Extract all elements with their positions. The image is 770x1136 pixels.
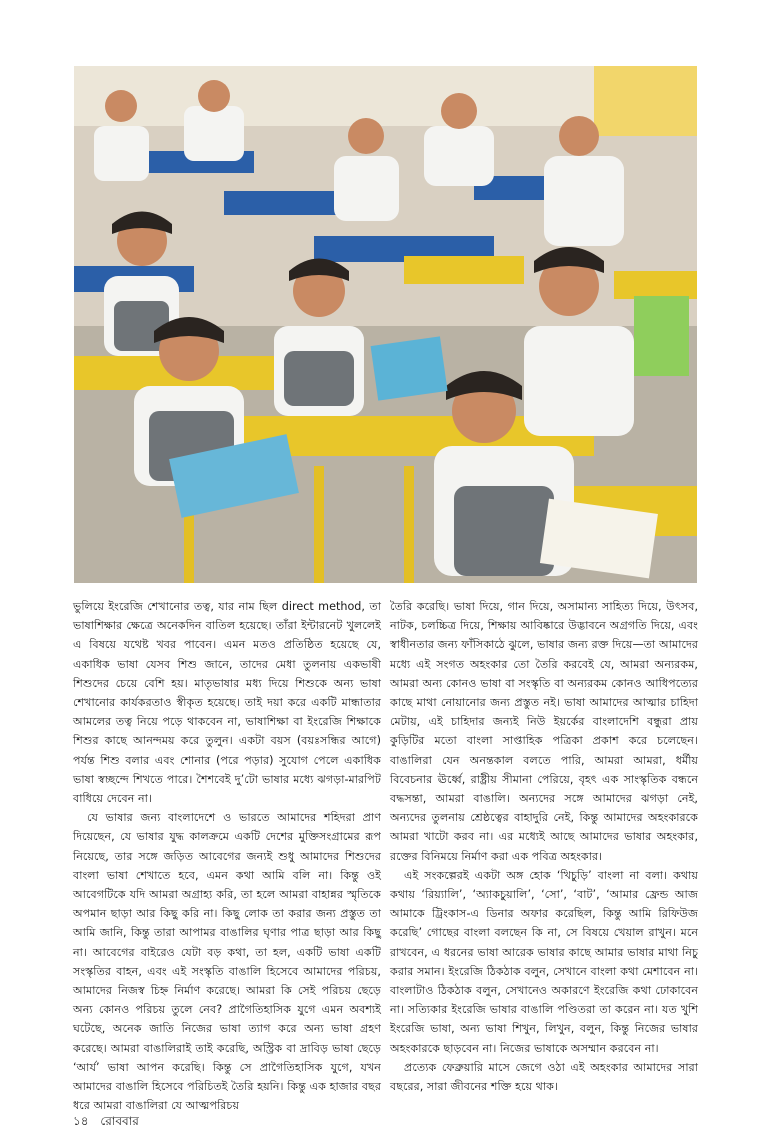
magazine-name: রোববার bbox=[100, 1114, 139, 1128]
article-paragraph: যে ভাষার জন্য বাংলাদেশে ও ভারতে আমাদের শহিদরা প্রাণ দিয়েছেন, যে ভাষার যুদ্ধ কালক্রমে একটি দেশের মুক্তিসংগ্রামের রূপ নিয়েছে, তার সঙ্গে জড়িত আবেগের জন্যই শুধু আমাদের শিশুদের বাংলা ভাষা শেখাতে হবে, এমন কথা আমি বলি না। কিন্তু ওই আবেগটিকে যদি আমরা অগ্রাহ্য করি, তা হলে আমরা বাহান্নর স্মৃতিকে অপমান ছাড়া আর কিছু করি না। কিছু লোক তা করার জন্য প্রস্তুত তা আমি জানি, কিন্তু তারা আপামর বাঙালির ঘৃণার পাত্র ছাড়া আর কিছু না। আবেগের বাইরেও যেটা বড় কথা, তা হল, একটি ভাষা একটি সংস্কৃতির বাহন, এবং এই সংস্কৃতি বাঙালি হিসেবে আমাদের পরিচয়, আমাদের নিজস্ব চিহ্ন নির্মাণ করেছে। আমরা কি সেই পরিচয় ছেড়ে অন্য কোনও পরিচয় তুলে নেব? প্রাগৈতিহাসিক যুগে এমন অবশ্যই ঘটেছে, অনেক জাতি নিজের ভাষা ত্যাগ করে অন্য ভাষা গ্রহণ করেছে। আমরা বাঙালিরাই তাই করেছি, অস্ট্রিক বা দ্রাবিড় ভাষা ছেড়ে ‘আর্য’ ভাষা আপন করেছি। কিন্তু সে প্রাগৈতিহাসিক যুগে, যখন আমাদের বাঙালি হিসেবে পরিচিতই তৈরি হয়নি। কিন্তু এক হাজার বছর ধরে আমরা বাঙালিরা যে আত্মপরিচয় bbox=[73, 811, 381, 1113]
page-footer bbox=[73, 1113, 139, 1133]
article-left-column bbox=[73, 597, 381, 1115]
article-paragraph: এই সংকল্পেরই একটা অঙ্গ হোক ‘খিচুড়ি’ বাংলা না বলা। কথায় কথায় ‘রিয়্যালি’, ‘অ্যাকচুয়ালি’, ‘সো’, ‘বাট’, ‘আমার ফ্রেন্ড আজ আমাকে ট্রিংকাস-এ ডিনার অফার করেছিল, কিন্তু আমি রিফিউজ করেছি’ গোছের বাংলা বলছেন কি না, সে বিষয়ে খেয়াল রাখুন। মনে রাখবেন, এ ধরনের ভাষা আরেক ভাষার কাছে আমার ভাষার মাথা নিচু করার সমান। ইংরেজি ঠিকঠাক বলুন, সেখানে বাংলা কথা মেশাবেন না। বাংলাটাও ঠিকঠাক বলুন, সেখানেও অকারণে ইংরেজি কথা ঢোকাবেন না। সত্যিকার ইংরেজি ভাষার বাঙালি পণ্ডিতরা তা করেন না। যত খুশি ইংরেজি ভাষা, অন্য ভাষা শিখুন, লিখুন, বলুন, কিন্তু নিজের ভাষার অহংকারকে ছাড়বেন না। নিজের ভাষাকে অসম্মান করবেন না। bbox=[390, 868, 698, 1055]
page-number: ১৪ bbox=[73, 1114, 89, 1128]
article-paragraph: ভুলিয়ে ইংরেজি শেখানোর তত্ব, যার নাম ছিল direct method, তা ভাষাশিক্ষার ক্ষেত্রে অনেকদিন বাতিল হয়েছে। তাঁরা ইন্টারনেট খুললেই এ বিষয়ে যথেষ্ট খবর পাবেন। এমন মতও প্রতিষ্ঠিত হয়েছে যে, একাধিক ভাষা যেসব শিশু জানে, তাদের মেধা তুলনায় একভাষী শিশুদের চেয়ে বেশি হয়। মাতৃভাষার মধ্য দিয়ে শিশুকে অন্য ভাষা শেখানোর কার্যকরতাও স্বীকৃত হয়েছে। তাই দয়া করে একটি মান্ধাতার আমলের তত্ব নিয়ে পড়ে থাকবেন না, ভাষাশিক্ষা বা ইংরেজি শিক্ষাকে শিশুর কাছে আনন্দময় করে তুলুন। একটা বয়স (বয়ঃসন্ধির আগে) পর্যন্ত শিশু বলার এবং শোনার (পরে পড়ার) সুযোগ পেলে একাধিক ভাষা স্বচ্ছন্দে শিখতে পারে। শৈশবেই দু’টো ভাষার মধ্যে ঝগড়া-মারপিট বাধিয়ে দেবেন না। bbox=[73, 600, 381, 806]
article-paragraph: তৈরি করেছি। ভাষা দিয়ে, গান দিয়ে, অসামান্য সাহিত্য দিয়ে, উৎসব, নাটক, চলচ্চিত্র দিয়ে, শিক্ষায় আবিষ্কারে উদ্ভাবনে অগ্রগতি দিয়ে, এবং স্বাধীনতার জন্য ফাঁসিকাঠে ঝুলে, ভাষার জন্য রক্ত দিয়ে—তা আমাদের মধ্যে এই সংগত অহংকার তো তৈরি করবেই যে, আমরা অন্যরকম, আমরা অন্য কোনও ভাষা বা সংস্কৃতি বা অন্যরকম কোনও আধিপত্যের কাছে মাথা নোয়ানোর জন্য প্রস্তুত নই। ভাষা আমাদের আত্মার চাহিদা মেটায়, এই চাহিদার জন্যই নিউ ইয়র্কের বাংলাদেশি বন্ধুরা প্রায় কুড়িটির মতো বাংলা সাপ্তাহিক পত্রিকা প্রকাশ করে চলেছেন। বাঙালিরা যেন অনন্তকাল বলতে পারি, আমরা আমরা, ধর্মীয় বিবেচনার ঊর্ধ্বে, রাষ্ট্রীয় সীমানা পেরিয়ে, বৃহৎ এক সাংস্কৃতিক বন্ধনে বদ্ধসন্তা, আমরা বাঙালি। অন্যদের সঙ্গে আমাদের ঝগড়া নেই, অন্যদের তুলনায় শ্রেষ্ঠত্বের বাহাদুরি নেই, কিন্তু আমাদের অহংকারকে আমরা খাটো করব না। এর মধ্যেই আছে আমাদের ভাষার অহংকার, রক্তের বিনিময়ে নির্মাণ করা এক পবিত্র অহংকার। bbox=[390, 600, 698, 863]
article-paragraph: প্রত্যেক ফেব্রুয়ারি মাসে জেগে ওঠা এই অহংকার আমাদের সারা বছরের, সারা জীবনের শক্তি হয়ে থাক। bbox=[390, 1060, 698, 1094]
classroom-photo bbox=[74, 66, 697, 583]
article-right-column bbox=[390, 597, 698, 1096]
